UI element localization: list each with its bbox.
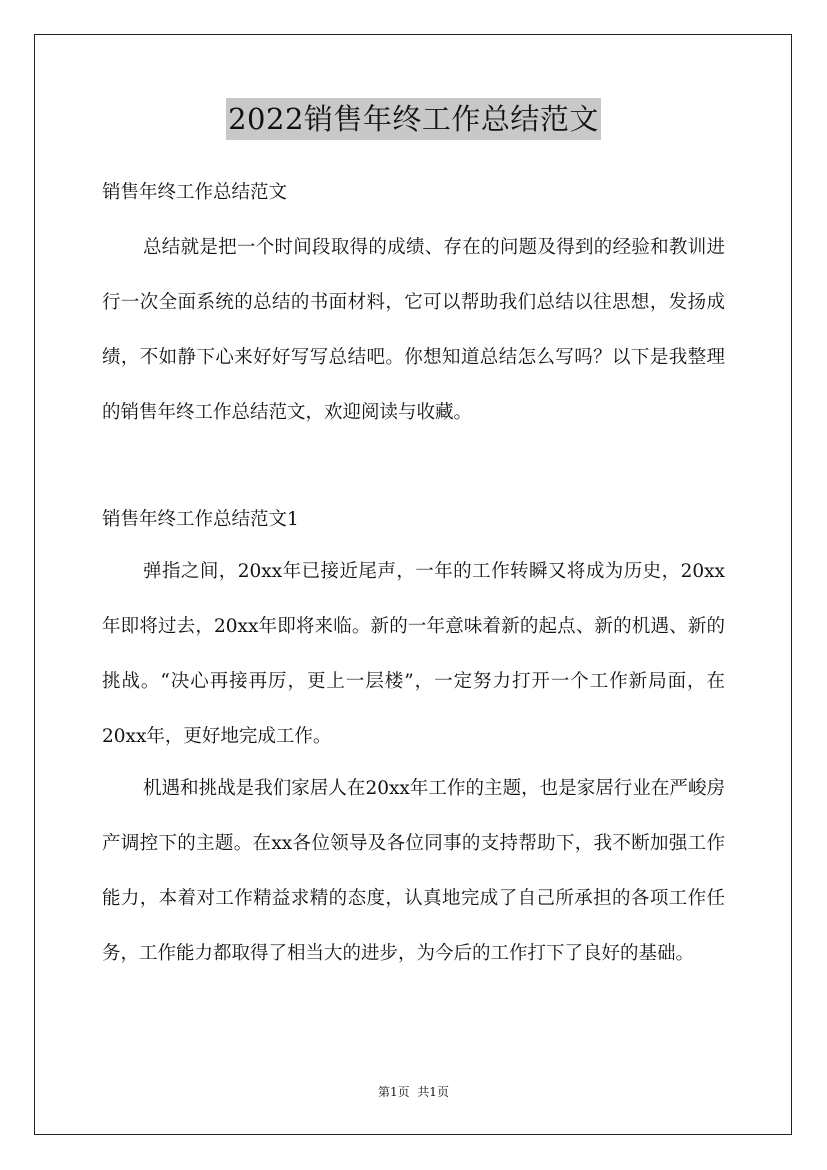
section-1-paragraph-2: 机遇和挑战是我们家居人在20xx年工作的主题，也是家居行业在严峻房产调控下的主题。在xx各位领导及各位同事的支持帮助下，我不断加强工作能力，本着对工作精益求精的态度，认真地完成了自己所承担的各项工作任务，工作能力都取得了相当大的进步，为今后的工作打下了良好的基础。 xyxy=(102,778,725,964)
page-footer: 第1页 共1页 xyxy=(378,1085,449,1099)
section-1-paragraph-1: 弹指之间，20xx年已接近尾声，一年的工作转瞬又将成为历史，20xx年即将过去，20xx年即将来临。新的一年意味着新的起点、新的机遇、新的挑战。“决心再接再厉，更上一层楼”，一定努力打开一个工作新局面，在20xx年，更好地完成工作。 xyxy=(102,561,725,747)
title-container xyxy=(0,98,827,140)
intro-paragraph: 总结就是把一个时间段取得的成绩、存在的问题及得到的经验和教训进行一次全面系统的总结的书面材料，它可以帮助我们总结以往思想，发扬成绩，不如静下心来好好写写总结吧。你想知道总结怎么写吗？以下是我整理的销售年终工作总结范文，欢迎阅读与收藏。 xyxy=(102,237,725,423)
section-1-heading: 销售年终工作总结范文1 xyxy=(102,509,299,530)
document-subtitle: 销售年终工作总结范文 xyxy=(102,182,288,203)
document-title: 2022销售年终工作总结范文 xyxy=(226,98,601,140)
